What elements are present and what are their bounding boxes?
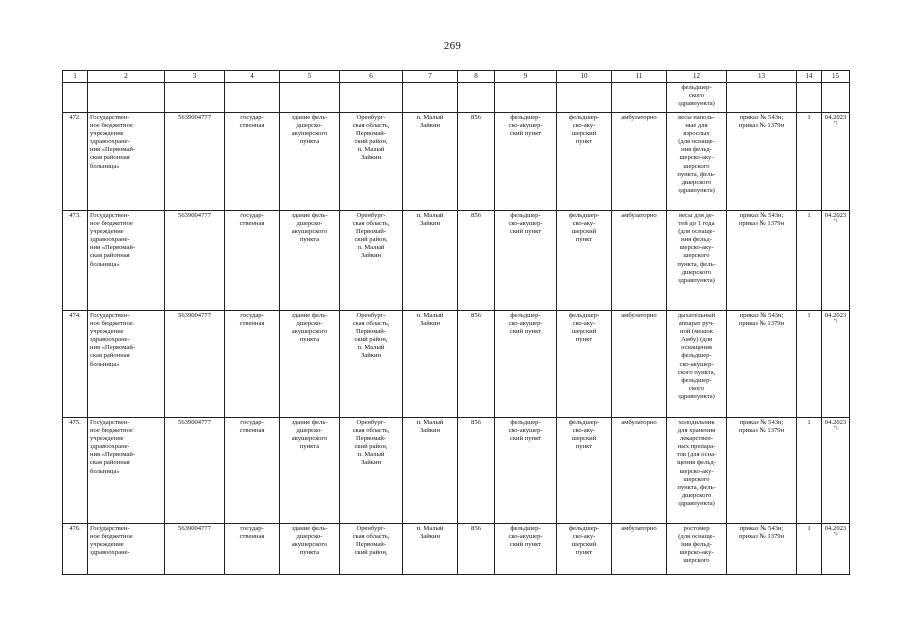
inn-cell: 5639004777 (165, 311, 225, 418)
continuation-empty-cell (63, 83, 88, 113)
continuation-empty-cell (797, 83, 822, 113)
column-number-13: 13 (727, 71, 797, 83)
footnote-mark: *) (833, 217, 838, 223)
continuation-empty-cell (727, 83, 797, 113)
continuation-equipment-cell: фельдшер- ского здравпункта) (667, 83, 727, 113)
population-cell: 856 (458, 113, 495, 211)
inn-cell: 5639004777 (165, 524, 225, 575)
quantity-cell: 1 (797, 311, 822, 418)
ownership-cell: государ- ственная (225, 211, 280, 311)
unit-type-cell: фельдшер- ско-акушер- ский пункт (495, 211, 557, 311)
organization-cell: Государствен- ное бюджетное учреждение здравоохране- ния «Первомай- ская районная больница» (88, 418, 165, 524)
ownership-cell: государ- ственная (225, 524, 280, 575)
equipment-cell: весы для де- тей до 1 года (для оснаще- ния фельд- шерско-аку- шерского пункта, фель- дшерского здравпункта) (667, 211, 727, 311)
continuation-empty-cell (822, 83, 850, 113)
continuation-empty-cell (557, 83, 612, 113)
equipment-cell: весы наполь- ные для взрослых (для оснаще- ния фельд- шерско-аку- шерского пункта, фель- дшерского здравпункта) (667, 113, 727, 211)
column-number-5: 5 (280, 71, 340, 83)
unit-type-detail-cell: фельдшер- ско-аку- шерский пункт (557, 113, 612, 211)
care-form-cell: амбулаторно (612, 113, 667, 211)
continuation-empty-cell (340, 83, 403, 113)
equipment-cell: холодильник для хранения лекарствен- ных препара- тов (для осна- щения фельд- шерско-аку- шерского пункта, фель- дшерского здравпункта) (667, 418, 727, 524)
unit-type-detail-cell: фельдшер- ско-аку- шерский пункт (557, 524, 612, 575)
table-row (63, 211, 850, 311)
column-number-7: 7 (403, 71, 458, 83)
unit-type-cell: фельдшер- ско-акушер- ский пункт (495, 113, 557, 211)
column-number-11: 11 (612, 71, 667, 83)
unit-type-cell: фельдшер- ско-акушер- ский пункт (495, 311, 557, 418)
column-number-4: 4 (225, 71, 280, 83)
table-row (63, 418, 850, 524)
legal-basis-cell: приказ № 543н; приказ № 1379н (727, 524, 797, 575)
care-form-cell: амбулаторно (612, 418, 667, 524)
building-cell: здание фель- дшерско- акушерского пункта (280, 524, 340, 575)
legal-basis-cell: приказ № 543н; приказ № 1379н (727, 311, 797, 418)
legal-basis-cell: приказ № 543н; приказ № 1379н (727, 113, 797, 211)
locality-cell: п. Малый Зайкин (403, 524, 458, 575)
date-value: 04.2023 (824, 525, 847, 532)
footnote-mark: *) (833, 317, 838, 323)
legal-basis-cell: приказ № 543н; приказ № 1379н (727, 418, 797, 524)
row-number-cell: 473. (63, 211, 88, 311)
column-number-2: 2 (88, 71, 165, 83)
inn-cell: 5639004777 (165, 418, 225, 524)
unit-type-detail-cell: фельдшер- ско-аку- шерский пункт (557, 311, 612, 418)
table-row (63, 524, 850, 575)
continuation-empty-cell (612, 83, 667, 113)
column-number-3: 3 (165, 71, 225, 83)
column-number-10: 10 (557, 71, 612, 83)
date-cell (822, 418, 850, 524)
date-value: 04.2023 (824, 212, 847, 219)
building-cell: здание фель- дшерско- акушерского пункта (280, 418, 340, 524)
date-value: 04.2023 (824, 114, 847, 121)
continuation-empty-cell (458, 83, 495, 113)
column-number-12: 12 (667, 71, 727, 83)
address-cell: Оренбург- ская область, Первомай- ский район, п. Малый Зайкин (340, 211, 403, 311)
care-form-cell: амбулаторно (612, 211, 667, 311)
date-value: 04.2023 (824, 419, 847, 426)
locality-cell: п. Малый Зайкин (403, 311, 458, 418)
column-number-14: 14 (797, 71, 822, 83)
building-cell: здание фель- дшерско- акушерского пункта (280, 113, 340, 211)
population-cell: 856 (458, 211, 495, 311)
row-number-cell: 472. (63, 113, 88, 211)
address-cell: Оренбург- ская область, Первомай- ский район, п. Малый Зайкин (340, 418, 403, 524)
date-cell (822, 311, 850, 418)
footnote-mark: *) (833, 424, 838, 430)
footnote-mark: *) (833, 530, 838, 536)
population-cell: 856 (458, 418, 495, 524)
date-cell (822, 211, 850, 311)
care-form-cell: амбулаторно (612, 524, 667, 575)
unit-type-cell: фельдшер- ско-акушер- ский пункт (495, 524, 557, 575)
building-cell: здание фель- дшерско- акушерского пункта (280, 211, 340, 311)
care-form-cell: амбулаторно (612, 311, 667, 418)
legal-basis-cell: приказ № 543н; приказ № 1379н (727, 211, 797, 311)
continuation-row (63, 83, 850, 113)
organization-cell: Государствен- ное бюджетное учреждение здравоохране- ния «Первомай- ская районная больница» (88, 113, 165, 211)
continuation-empty-cell (280, 83, 340, 113)
column-number-8: 8 (458, 71, 495, 83)
date-cell (822, 113, 850, 211)
organization-cell: Государствен- ное бюджетное учреждение здравоохране- (88, 524, 165, 575)
ownership-cell: государ- ственная (225, 311, 280, 418)
address-cell: Оренбург- ская область, Первомай- ский район, (340, 524, 403, 575)
continuation-empty-cell (403, 83, 458, 113)
row-number-cell: 476. (63, 524, 88, 575)
date-cell (822, 524, 850, 575)
page-number: 269 (443, 40, 462, 52)
organization-cell: Государствен- ное бюджетное учреждение здравоохране- ния «Первомай- ская районная больница» (88, 311, 165, 418)
table-row (63, 113, 850, 211)
locality-cell: п. Малый Зайкин (403, 418, 458, 524)
column-number-header-row (63, 71, 850, 83)
column-number-1: 1 (63, 71, 88, 83)
unit-type-detail-cell: фельдшер- ско-аку- шерский пункт (557, 418, 612, 524)
inn-cell: 5639004777 (165, 113, 225, 211)
continuation-empty-cell (165, 83, 225, 113)
unit-type-detail-cell: фельдшер- ско-аку- шерский пункт (557, 211, 612, 311)
unit-type-cell: фельдшер- ско-акушер- ский пункт (495, 418, 557, 524)
equipment-cell: дыхательный аппарат руч- ной (мешок Амбу) (для оснащения фельдшер- ско-акушер- ского пункта, фельдшер- ского здравпункта) (667, 311, 727, 418)
locality-cell: п. Малый Зайкин (403, 211, 458, 311)
address-cell: Оренбург- ская область, Первомай- ский район, п. Малый Зайкин (340, 311, 403, 418)
quantity-cell: 1 (797, 418, 822, 524)
table-body (63, 71, 850, 575)
quantity-cell: 1 (797, 113, 822, 211)
quantity-cell: 1 (797, 524, 822, 575)
inn-cell: 5639004777 (165, 211, 225, 311)
quantity-cell: 1 (797, 211, 822, 311)
table-row (63, 311, 850, 418)
address-cell: Оренбург- ская область, Первомай- ский район, п. Малый Зайкин (340, 113, 403, 211)
continuation-empty-cell (225, 83, 280, 113)
ownership-cell: государ- ственная (225, 418, 280, 524)
population-cell: 856 (458, 311, 495, 418)
equipment-cell: ростомер (для оснаще- ния фельд- шерско-аку- шерского (667, 524, 727, 575)
continuation-empty-cell (495, 83, 557, 113)
locality-cell: п. Малый Зайкин (403, 113, 458, 211)
date-value: 04.2023 (824, 312, 847, 319)
row-number-cell: 475. (63, 418, 88, 524)
column-number-9: 9 (495, 71, 557, 83)
register-table (62, 70, 850, 575)
continuation-empty-cell (88, 83, 165, 113)
ownership-cell: государ- ственная (225, 113, 280, 211)
population-cell: 856 (458, 524, 495, 575)
column-number-6: 6 (340, 71, 403, 83)
building-cell: здание фель- дшерско- акушерского пункта (280, 311, 340, 418)
row-number-cell: 474. (63, 311, 88, 418)
organization-cell: Государствен- ное бюджетное учреждение здравоохране- ния «Первомай- ская районная больница» (88, 211, 165, 311)
footnote-mark: *) (833, 119, 838, 125)
column-number-15: 15 (822, 71, 850, 83)
